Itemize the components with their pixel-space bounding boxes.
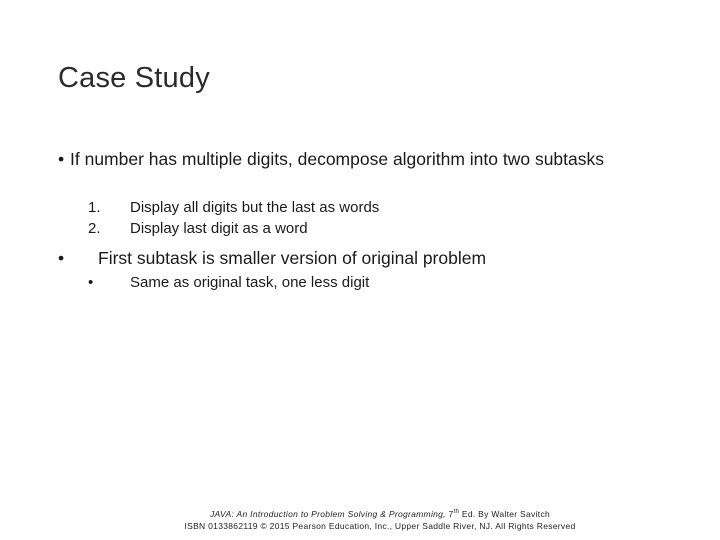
item-number: 1. bbox=[88, 199, 101, 216]
footer-citation bbox=[150, 506, 610, 520]
bullet-item-1 bbox=[58, 148, 658, 170]
footer-edition-rest: Ed. By Walter Savitch bbox=[461, 508, 551, 519]
bullet-dot-icon: • bbox=[58, 248, 65, 268]
bullet-dot-icon: • bbox=[88, 274, 94, 291]
footer-copyright: ISBN 0133862119 © 2015 Pearson Education, Inc., Upper Saddle River, NJ. All Rights Reserved bbox=[184, 520, 576, 531]
footer-edition-sup: th bbox=[453, 509, 460, 515]
bullet-dot-icon: • bbox=[58, 149, 65, 169]
item-number: 2. bbox=[88, 220, 101, 237]
bullet-text-1: If number has multiple digits, decompose algorithm into two subtasks bbox=[70, 149, 605, 169]
sub-bullet-text: Same as original task, one less digit bbox=[130, 274, 370, 291]
footer-edition-num: 7 bbox=[448, 508, 454, 519]
item-label: Display last digit as a word bbox=[130, 220, 308, 237]
bullet-text-2: First subtask is smaller version of original problem bbox=[98, 248, 487, 268]
slide-footer bbox=[150, 506, 610, 532]
item-label: Display all digits but the last as words bbox=[130, 199, 380, 216]
slide-title: Case Study bbox=[58, 62, 210, 94]
footer-book-title: JAVA: An Introduction to Problem Solving & Programming, bbox=[209, 508, 446, 519]
